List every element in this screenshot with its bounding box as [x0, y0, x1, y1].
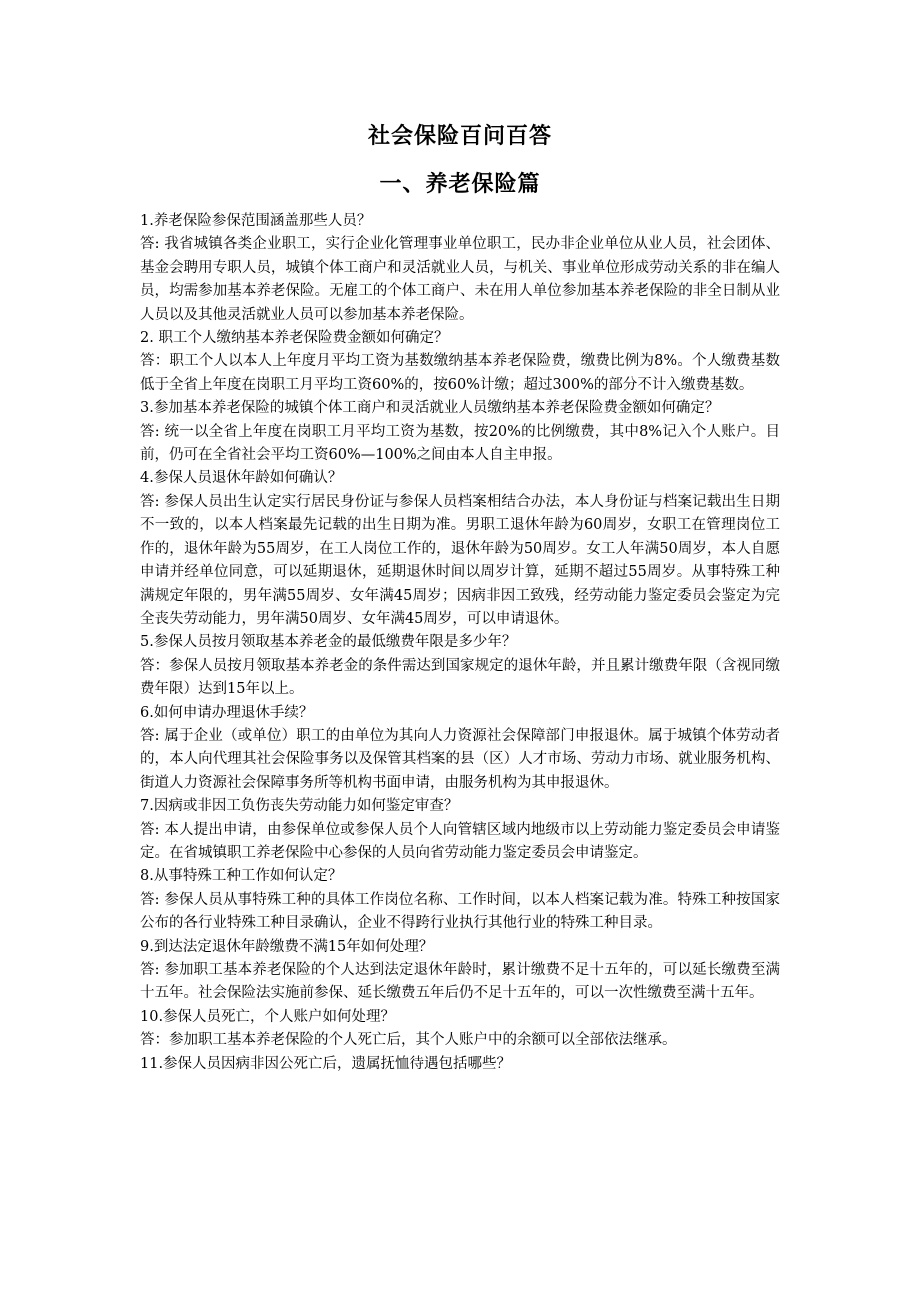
qa-item	[140, 936, 780, 1006]
qa-item	[140, 327, 780, 397]
qa-item	[140, 397, 780, 467]
qa-item	[140, 795, 780, 865]
answer-text: 答: 参加职工基本养老保险的个人达到法定退休年龄时，累计缴费不足十五年的，可以延长缴费至满十五年。社会保险法实施前参保、延长缴费五年后仍不足十五年的，可以一次性缴费至满十五年。	[140, 962, 780, 1002]
section-heading: 一、养老保险篇	[379, 171, 541, 197]
question-text: 10.参保人员死亡，个人账户如何处理？	[140, 1008, 396, 1025]
answer-text: 答: 参保人员出生认定实行居民身份证与参保人员档案相结合办法，本人身份证与档案记载出生日期不一致的，以本人档案最先记载的出生日期为准。男职工退休年龄为60周岁，女职工在管理岗位工作的，退休年龄为55周岁，在工人岗位工作的，退休年龄为50周岁。女工人年满50周岁，本人自愿申请并经单位同意，可以延期退休，延期退休时间以周岁计算，延期不超过55周岁。从事特殊工种满规定年限的，男年满55周岁、女年满45周岁；因病非因工致残，经劳动能力鉴定委员会鉴定为完全丧失劳动能力，男年满50周岁、女年满45周岁，可以申请退休。	[140, 493, 780, 627]
question-text: 4.参保人员退休年龄如何确认？	[140, 470, 343, 487]
qa-item	[140, 865, 780, 935]
question-text: 11.参保人员因病非因公死亡后，遗属抚恤待遇包括哪些？	[140, 1055, 512, 1072]
question-text: 3.参加基本养老保险的城镇个体工商户和灵活就业人员缴纳基本养老保险费金额如何确定？	[140, 400, 720, 417]
qa-item	[140, 702, 780, 796]
question-text: 5.参保人员按月领取基本养老金的最低缴费年限是多少年？	[140, 634, 517, 651]
answer-text: 答: 参保人员从事特殊工种的具体工作岗位名称、工作时间，以本人档案记载为准。特殊工种按国家公布的各行业特殊工种目录确认，企业不得跨行业执行其他行业的特殊工种目录。	[140, 891, 780, 932]
qa-item	[140, 467, 780, 631]
answer-text: 答: 属于企业（或单位）职工的由单位为其向人力资源社会保障部门申报退休。属于城镇个体劳动者的，本人向代理其社会保险事务以及保管其档案的县（区）人才市场、劳动力市场、就业服务机构、街道人力资源社会保障事务所等机构书面申请，由服务机构为其申报退休。	[140, 727, 780, 791]
document-title: 社会保险百问百答	[367, 123, 552, 149]
answer-text: 答：参加职工基本养老保险的个人死亡后，其个人账户中的余额可以全部依法继承。	[140, 1032, 677, 1049]
question-text: 2. 职工个人缴纳基本养老保险费金额如何确定？	[140, 330, 449, 347]
question-text: 9.到达法定退休年龄缴费不满15年如何处理？	[140, 938, 434, 955]
qa-item	[140, 1053, 780, 1076]
answer-text: 答: 我省城镇各类企业职工，实行企业化管理事业单位职工，民办非企业单位从业人员，社会团体、基金会聘用专职人员，城镇个体工商户和灵活就业人员，与机关、事业单位形成劳动关系的非在编人员，均需参加基本养老保险。无雇工的个体工商户、未在用人单位参加基本养老保险的非全日制从业人员以及其他灵活就业人员可以参加基本养老保险。	[140, 236, 780, 323]
document-page	[140, 118, 780, 1076]
answer-text: 答: 统一以全省上年度在岗职工月平均工资为基数，按20%的比例缴费，其中8%记入个人账户。目前，仍可在全省社会平均工资60%—100%之间由本人自主申报。	[140, 423, 780, 464]
question-text: 1.养老保险参保范围涵盖那些人员？	[140, 213, 372, 229]
question-text: 8.从事特殊工种工作如何认定？	[140, 868, 343, 885]
answer-text: 答: 本人提出申请，由参保单位或参保人员个人向管辖区域内地级市以上劳动能力鉴定委员会申请鉴定。在省城镇职工养老保险中心参保的人员向省劳动能力鉴定委员会申请鉴定。	[140, 821, 780, 861]
qa-item	[140, 1006, 780, 1053]
qa-list	[140, 210, 780, 1076]
answer-text: 答：参保人员按月领取基本养老金的条件需达到国家规定的退休年龄，并且累计缴费年限（含视同缴费年限）达到15年以上。	[140, 657, 780, 698]
question-text: 6.如何申请办理退休手续？	[140, 704, 314, 721]
qa-item	[140, 210, 780, 327]
answer-text: 答：职工个人以本人上年度月平均工资为基数缴纳基本养老保险费，缴费比例为8%。个人缴费基数低于全省上年度在岗职工月平均工资60%的，按60%计缴；超过300%的部分不计入缴费基数。	[140, 353, 780, 393]
question-text: 7.因病或非因工负伤丧失劳动能力如何鉴定审查？	[140, 798, 459, 815]
qa-item	[140, 631, 780, 701]
